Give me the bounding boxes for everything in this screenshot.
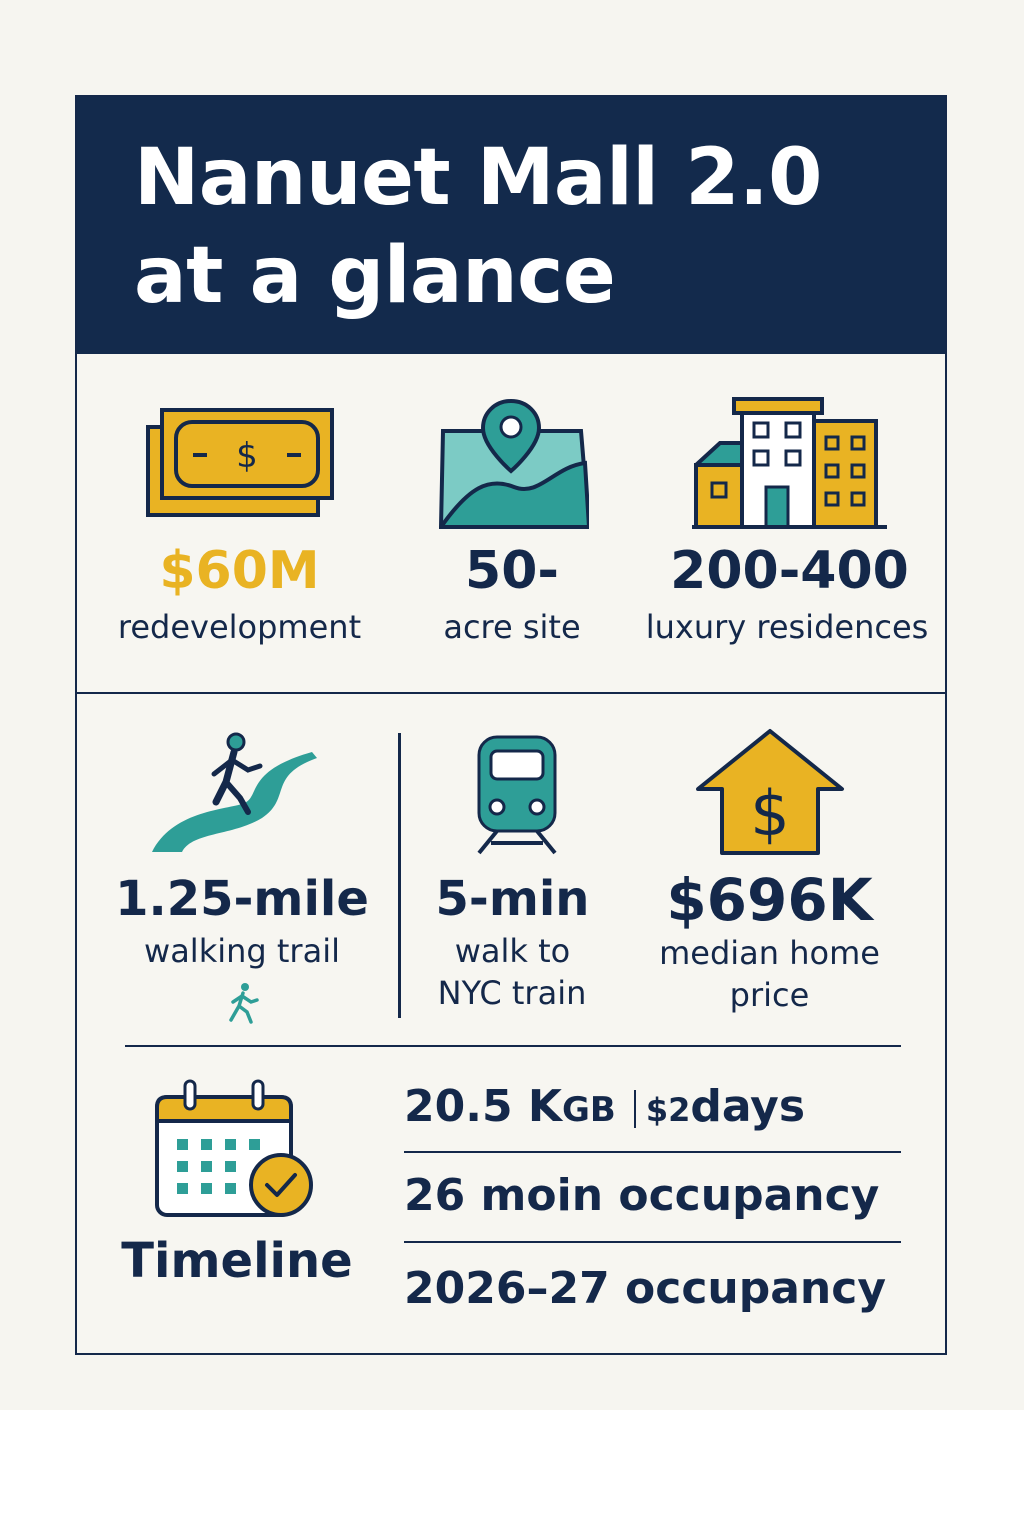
- section-divider-2: [125, 1045, 901, 1047]
- stat-trail-label: walking trail: [144, 932, 340, 970]
- timeline-row-3: 2026–27 occupancy: [404, 1263, 887, 1314]
- buildings-icon: [692, 395, 887, 531]
- timeline-divider-1: [404, 1151, 901, 1153]
- stat-trail-value: 1.25-mile: [115, 871, 369, 927]
- stat-train-label-1: walk to: [454, 932, 571, 970]
- stat-home-price-label-2: price: [729, 976, 810, 1014]
- svg-text:$: $: [750, 777, 790, 850]
- timeline-row-1-divider: [634, 1090, 636, 1128]
- timeline-row-1: [404, 1081, 806, 1132]
- section-divider-1: [77, 692, 945, 694]
- timeline-row-1-unit: GB: [561, 1090, 616, 1130]
- stat-residences-label: luxury residences: [645, 608, 929, 646]
- svg-text:$: $: [236, 436, 258, 476]
- walker-icon: [225, 982, 259, 1024]
- timeline-row-1-amount: $2: [645, 1091, 691, 1129]
- train-icon: [467, 733, 567, 857]
- stat-residences-value: 200-400: [670, 541, 909, 601]
- title-banner: [77, 97, 945, 354]
- timeline-divider-2: [404, 1241, 901, 1243]
- stat-train-label-2: NYC train: [437, 974, 587, 1012]
- infographic-card: [75, 95, 947, 1355]
- house-dollar-icon: [694, 727, 846, 857]
- timeline-label: Timeline: [121, 1233, 353, 1289]
- stat-redevelopment-value: $60M: [159, 541, 320, 601]
- calendar-check-icon: [153, 1077, 319, 1223]
- stat-home-price-label-1: median home: [659, 934, 880, 972]
- vertical-divider: [398, 733, 401, 1018]
- timeline-row-1-days: days: [690, 1081, 806, 1132]
- map-pin-icon: [439, 397, 589, 531]
- walking-trail-icon: [152, 732, 322, 862]
- title-line-2: at a glance: [134, 231, 616, 321]
- stat-site-label: acre site: [443, 608, 581, 646]
- stat-redevelopment-label: redevelopment: [117, 608, 362, 646]
- stat-home-price-value: $696K: [666, 866, 873, 934]
- money-bill-icon: [145, 407, 335, 519]
- timeline-row-2: 26 moin occupancy: [404, 1170, 880, 1221]
- timeline-row-1-value: 20.5 K: [404, 1081, 562, 1132]
- stat-train-value: 5-min: [435, 871, 590, 927]
- stat-site-value: 50-: [465, 541, 559, 601]
- title-line-1: Nanuet Mall 2.0: [134, 133, 822, 223]
